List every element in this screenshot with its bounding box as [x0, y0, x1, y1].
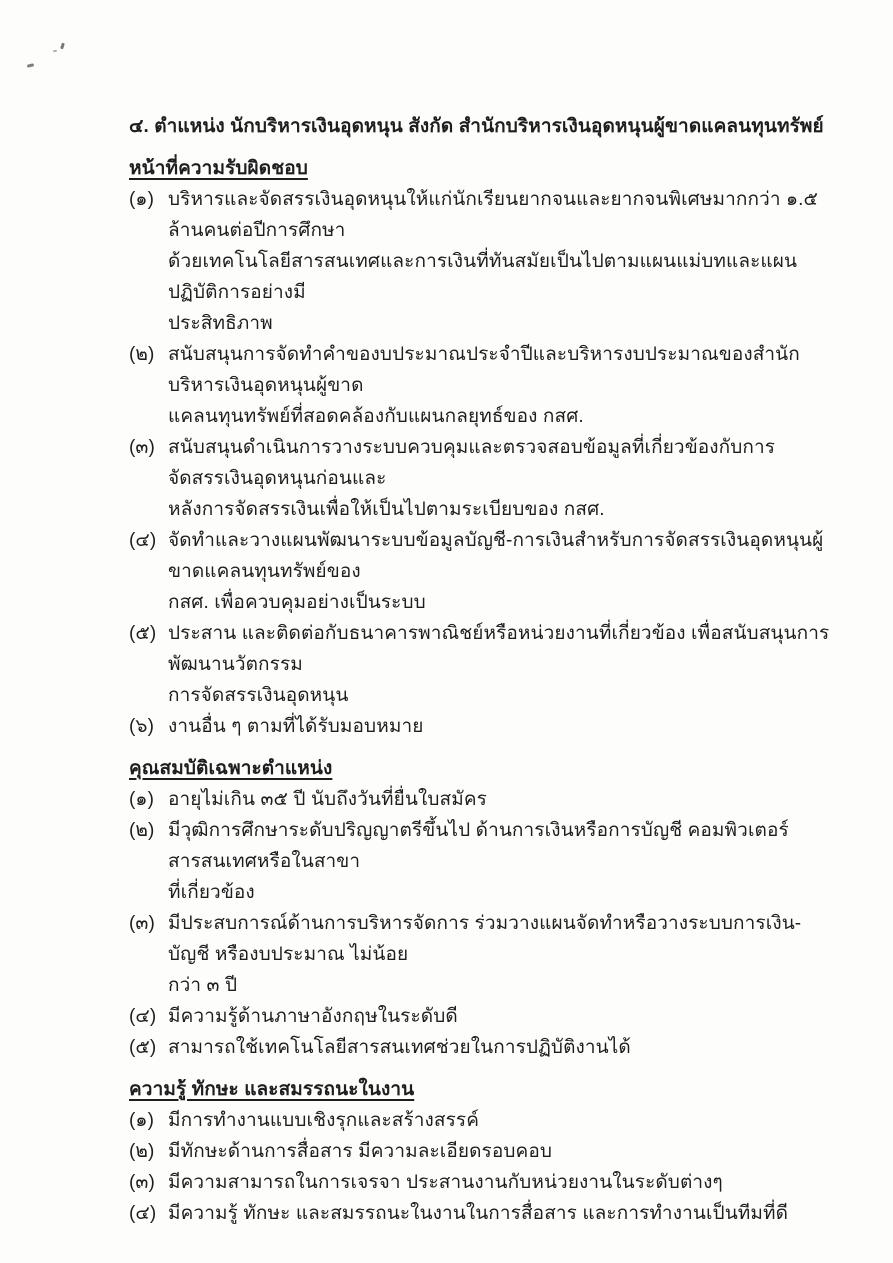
section-heading-qualifications	[129, 753, 830, 784]
item-text	[168, 1032, 830, 1063]
text-line: กว่า ๓ ปี	[168, 975, 238, 996]
list-item	[129, 1032, 830, 1063]
item-text	[168, 1001, 830, 1032]
text-line: ประสิทธิภาพ	[168, 313, 273, 334]
text-line: งานอื่น ๆ ตามที่ได้รับมอบหมาย	[168, 716, 424, 737]
text-line: มีความรู้ด้านภาษาอังกฤษในระดับดี	[168, 1006, 458, 1027]
text-line: ด้วยเทคโนโลยีสารสนเทศและการเงินที่ทันสมัยเป็นไปตามแผนแม่บทและแผนปฏิบัติการอย่างมี	[168, 251, 798, 303]
text-line: จัดทำและวางแผนพัฒนาระบบข้อมูลบัญชี-การเงินสำหรับการจัดสรรเงินอุดหนุนผู้ขาดแคลนทุนทรัพย์ของ	[168, 530, 824, 582]
item-text	[168, 1198, 830, 1229]
document-title: ๔. ตำแหน่ง นักบริหารเงินอุดหนุน สังกัด สำนักบริหารเงินอุดหนุนผู้ขาดแคลนทุนทรัพย์	[129, 116, 824, 137]
item-number: (๓)	[129, 913, 155, 934]
document-content	[129, 111, 830, 1229]
item-number: (๔)	[129, 1203, 157, 1224]
item-text	[168, 784, 830, 815]
text-line: แคลนทุนทรัพย์ที่สอดคล้องกับแผนกลยุทธ์ของ กสศ.	[168, 406, 584, 427]
item-text	[168, 1136, 830, 1167]
text-line: สนับสนุนการจัดทำคำของบประมาณประจำปีและบริหารงบประมาณของสำนักบริหารเงินอุดหนุนผู้ขาด	[168, 344, 800, 396]
list-item	[129, 1198, 830, 1229]
item-number: (๕)	[129, 1037, 157, 1058]
text-line: มีทักษะด้านการสื่อสาร มีความละเอียดรอบคอบ	[168, 1141, 552, 1162]
section-heading-responsibilities	[129, 153, 830, 184]
item-number: (๓)	[129, 437, 155, 458]
item-number: (๑)	[129, 789, 155, 810]
item-number: (๒)	[129, 820, 155, 841]
item-text	[168, 432, 830, 525]
text-line: สามารถใช้เทคโนโลยีสารสนเทศช่วยในการปฏิบัติงานได้	[168, 1037, 631, 1058]
scan-speck	[53, 50, 57, 53]
item-text	[168, 1167, 830, 1198]
section-heading-text: ความรู้ ทักษะ และสมรรถนะในงาน	[129, 1079, 415, 1100]
list-item	[129, 1001, 830, 1032]
item-text	[168, 711, 830, 742]
section-heading-text: หน้าที่ความรับผิดชอบ	[129, 158, 308, 179]
list-item	[129, 432, 830, 525]
section-heading-skills	[129, 1074, 830, 1105]
item-text	[168, 525, 830, 618]
list-item	[129, 815, 830, 908]
scan-speck	[27, 63, 35, 68]
item-text	[168, 815, 830, 908]
text-line: ที่เกี่ยวข้อง	[168, 882, 255, 903]
item-number: (๔)	[129, 530, 157, 551]
text-line: ประสาน และติดต่อกับธนาคารพาณิชย์หรือหน่วยงานที่เกี่ยวข้อง เพื่อสนับสนุนการพัฒนานวัตกรรม	[168, 623, 830, 675]
item-text	[168, 618, 830, 711]
list-item	[129, 184, 830, 339]
text-line: การจัดสรรเงินอุดหนุน	[168, 685, 349, 706]
text-line: มีวุฒิการศึกษาระดับปริญญาตรีขึ้นไป ด้านการเงินหรือการบัญชี คอมพิวเตอร์สารสนเทศหรือในสาขา	[168, 820, 789, 872]
item-text	[168, 1105, 830, 1136]
item-text	[168, 184, 830, 339]
list-item	[129, 1167, 830, 1198]
list-item	[129, 784, 830, 815]
item-number: (๕)	[129, 623, 157, 644]
list-item	[129, 711, 830, 742]
section-heading-text: คุณสมบัติเฉพาะตำแหน่ง	[129, 758, 333, 779]
list-item	[129, 525, 830, 618]
item-number: (๓)	[129, 1172, 155, 1193]
item-number: (๒)	[129, 1141, 155, 1162]
item-number: (๔)	[129, 1006, 157, 1027]
list-item	[129, 1136, 830, 1167]
item-number: (๖)	[129, 716, 155, 737]
item-number: (๒)	[129, 344, 155, 365]
text-line: มีความรู้ ทักษะ และสมรรถนะในงานในการสื่อสาร และการทำงานเป็นทีมที่ดี	[168, 1203, 789, 1224]
text-line: มีประสบการณ์ด้านการบริหารจัดการ ร่วมวางแผนจัดทำหรือวางระบบการเงิน-บัญชี หรืองบประมาณ ไม่น้อย	[168, 913, 802, 965]
text-line: อายุไม่เกิน ๓๕ ปี นับถึงวันที่ยื่นใบสมัคร	[168, 789, 487, 810]
text-line: บริหารและจัดสรรเงินอุดหนุนให้แก่นักเรียนยากจนและยากจนพิเศษมากกว่า ๑.๕ ล้านคนต่อปีการศึกษา	[168, 189, 818, 241]
list-item	[129, 1105, 830, 1136]
item-text	[168, 908, 830, 1001]
list-item	[129, 618, 830, 711]
text-line: สนับสนุนดำเนินการวางระบบควบคุมและตรวจสอบข้อมูลที่เกี่ยวข้องกับการจัดสรรเงินอุดหนุนก่อนและ	[168, 437, 776, 489]
text-line: หลังการจัดสรรเงินเพื่อให้เป็นไปตามระเบียบของ กสศ.	[168, 499, 605, 520]
text-line: มีการทำงานแบบเชิงรุกและสร้างสรรค์	[168, 1110, 480, 1131]
item-number: (๑)	[129, 189, 155, 210]
text-line: กสศ. เพื่อควบคุมอย่างเป็นระบบ	[168, 592, 426, 613]
scan-speck	[60, 43, 65, 50]
item-text	[168, 339, 830, 432]
item-number: (๑)	[129, 1110, 155, 1131]
list-item	[129, 908, 830, 1001]
text-line: มีความสามารถในการเจรจา ประสานงานกับหน่วยงานในระดับต่างๆ	[168, 1172, 723, 1193]
list-item	[129, 339, 830, 432]
